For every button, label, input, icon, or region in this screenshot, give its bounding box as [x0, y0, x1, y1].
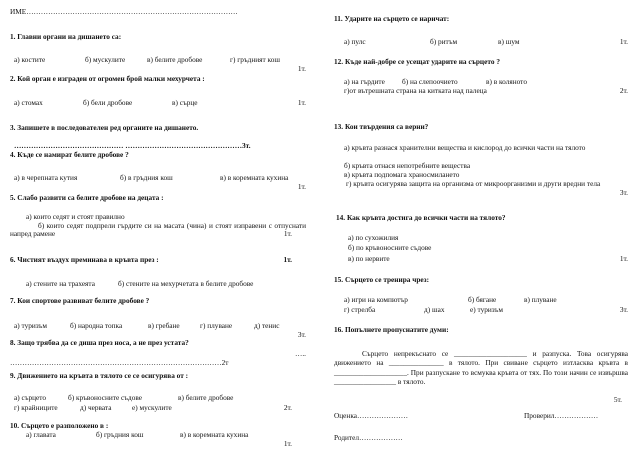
- question-2: 2. Кой орган е изграден от огромен брой малки мехурчета :: [10, 74, 205, 83]
- question-16: 16. Попълнете пропуснатите думи:: [334, 325, 449, 334]
- question-13: 13. Кои твърдения са верни?: [334, 122, 429, 131]
- option: в) в колянотo: [486, 77, 527, 86]
- option: г)от вътрешната страна на китката над палеца: [344, 86, 487, 95]
- question-3: 3. Запишете в последователен ред органите на дишането.: [10, 123, 199, 132]
- parent-line: Родител………………: [334, 433, 403, 442]
- option: б) мускулите: [85, 55, 126, 64]
- option: д) тенис: [254, 321, 280, 330]
- option: а) по сухожилия: [348, 233, 399, 242]
- points: 1т.: [283, 439, 292, 448]
- option: б) които седят подпрели гърдите си на масата (чина) и стоят изправени с отпуснати напред рамене: [10, 221, 306, 238]
- points: 2т.: [619, 86, 628, 95]
- option: б) бягане: [468, 295, 497, 304]
- option: б) стените на мехурчетата в белите дробове: [118, 279, 254, 288]
- option: в) кръвта подпомага храносмилането: [344, 170, 460, 179]
- option: б) ритъм: [430, 37, 458, 46]
- option: а) сърцето: [14, 393, 47, 402]
- points: 2т.: [283, 403, 292, 412]
- option: в) плуване: [524, 295, 557, 304]
- answer-line: ……………………………………… …………………………………………3т.: [14, 141, 251, 150]
- points: 1т.: [283, 229, 292, 238]
- answer-dots: …..: [295, 349, 306, 358]
- points: 1т.: [297, 64, 306, 73]
- option: в) шум: [498, 37, 520, 46]
- option: б) кръвта отнася непотребните вещества: [344, 161, 471, 170]
- option: в) белите дробове: [147, 55, 203, 64]
- checked-by-line: Проверил………………: [524, 411, 599, 420]
- option: а) в черепната кутия: [14, 173, 78, 182]
- points: 3т.: [619, 188, 628, 197]
- option: г) стрелба: [344, 305, 376, 314]
- fill-in-paragraph: Сърцето непрекъснато се ____________________ и разпуска. Това осигурява движението на _______________ в тялото. При свиване сърцето изтласква кръвта в ____________________. При разпускане то всмуква кръвта от тях. По този начин се извършва _________________ в тялото.: [334, 349, 628, 386]
- option: а) на гърдите: [344, 77, 385, 86]
- question-8: 8. Защо трябва да се диша през носа, а не през устата?: [10, 338, 189, 347]
- option: б) в гръдния кош: [120, 173, 173, 182]
- option: д) шах: [424, 305, 445, 314]
- option: в) белите дробове: [178, 393, 234, 402]
- points: 1т.: [297, 98, 306, 107]
- option: а) кръвта разнася хранителни вещества и кислород до всички части на тялото: [344, 143, 586, 152]
- option: а) стените на трахеята: [26, 279, 95, 288]
- option: б) народна топка: [70, 321, 123, 330]
- points: 5т.: [613, 395, 622, 404]
- question-1: 1. Главни органи на дишането са:: [10, 32, 122, 41]
- option: в) в коремната кухина: [180, 430, 249, 439]
- grade-line: Оценка…………………: [334, 411, 409, 420]
- option: в) гребане: [148, 321, 180, 330]
- question-7: 7. Кои спортове развиват белите дробове ?: [10, 296, 150, 305]
- option: в) по нервите: [348, 254, 390, 263]
- points: 1т.: [283, 255, 292, 264]
- points: 1т.: [297, 182, 306, 191]
- option: в) в коремната кухина: [220, 173, 289, 182]
- option: г) кръвта осигурява защита на организма от микроорганизми и други вредни тела: [346, 179, 601, 188]
- option: г) крайниците: [14, 403, 58, 412]
- question-14: 14. Как кръвта достига до всички части на тялото?: [336, 213, 506, 222]
- question-9: 9. Движението на кръвта в тялото се се осигурява от :: [10, 371, 189, 380]
- points: 1т.: [619, 254, 628, 263]
- points: 3т.: [619, 305, 628, 314]
- option: а) костите: [14, 55, 46, 64]
- option: б) на слепоочието: [402, 77, 458, 86]
- question-12: 12. Къде най-добре се усещат ударите на сърцето ?: [334, 57, 500, 66]
- question-5: 5. Слабо развити са белите дробове на децата :: [10, 193, 164, 202]
- option: а) стомах: [14, 98, 43, 107]
- option: е) туризъм: [470, 305, 503, 314]
- option: е) мускулите: [132, 403, 172, 412]
- option: а) главата: [26, 430, 56, 439]
- question-15: 15. Сърцето се тренира чрез:: [334, 275, 430, 284]
- points: 3т.: [297, 330, 306, 339]
- question-4: 4. Къде се намират белите дробове ?: [10, 150, 129, 159]
- question-10: 10. Сърцето е разположено в :: [10, 421, 109, 430]
- option: г) плуване: [200, 321, 233, 330]
- question-6: 6. Чистият въздух преминава в кръвта през :: [10, 255, 159, 264]
- name-line: ИМЕ……………………………………………………………………………: [10, 7, 238, 16]
- option: г) гръдният кош: [230, 55, 280, 64]
- points: 1т.: [619, 37, 628, 46]
- option: д) червата: [80, 403, 112, 412]
- option: б) гръдния кош: [96, 430, 144, 439]
- option: б) кръвоносните съдове: [68, 393, 143, 402]
- option: а) туризъм: [14, 321, 47, 330]
- option: б) по кръвоносните съдове: [348, 243, 432, 252]
- option: а) игри на компютър: [344, 295, 408, 304]
- question-11: 11. Ударите на сърцето се наричат:: [334, 14, 450, 23]
- option: в) сърце: [172, 98, 198, 107]
- option: а) които седят и стоят правилно: [26, 212, 125, 221]
- answer-line: ……………………………………………………………………………2т: [10, 358, 229, 367]
- option: а) пулс: [344, 37, 366, 46]
- option: б) бели дробове: [83, 98, 133, 107]
